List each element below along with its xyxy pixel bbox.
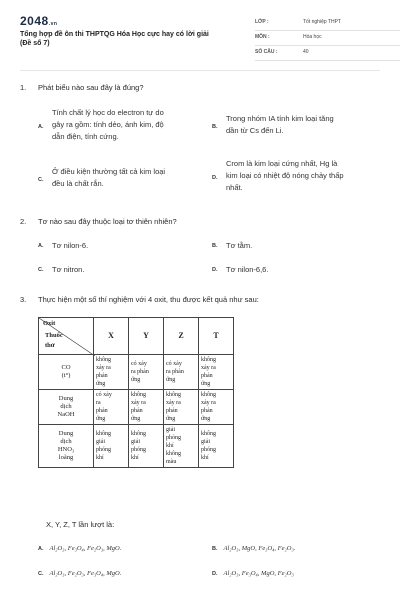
document-meta (255, 16, 400, 61)
option-label: C. (38, 177, 44, 183)
answer-a[interactable] (38, 545, 121, 552)
table-cell: có xảy ra phản ứng (129, 355, 164, 390)
row-header: Dung dịch NaOH (39, 390, 94, 425)
logo-text: 2048 (20, 14, 49, 28)
option-text: Al₂O₃, Fe₃O₄, Fe₂O₃, MgO. (49, 545, 122, 552)
option-text: Tính chất lý học do electron tự do gây ra gồm: tính dẻo, ánh kim, độ dẫn điện, tính cứng. (52, 108, 164, 141)
meta-row-subject (255, 31, 400, 46)
table-cell: không xảy ra phản ứng (94, 355, 129, 390)
option-label: D. (212, 571, 218, 577)
table-cell: giải phóng khí không màu (164, 425, 199, 468)
option-label: C. (38, 571, 44, 577)
meta-row-count (255, 46, 400, 61)
results-table (38, 317, 234, 468)
document-title: Tổng hợp đề ôn thi THPTQG Hóa Học cực hay có lời giải (Đề số 7) (20, 31, 209, 47)
option-label: B. (212, 546, 218, 552)
answer-d[interactable] (212, 570, 294, 577)
row-header: CO (t°) (39, 355, 94, 390)
meta-value: Tốt nghiệp THPT (303, 19, 341, 25)
meta-key: MÔN : (255, 34, 270, 40)
table-row (39, 390, 234, 425)
question-number: 1. (20, 83, 27, 92)
column-header: X (94, 318, 129, 355)
option-text: Tơ nitron. (52, 265, 85, 274)
option-label: A. (38, 124, 44, 130)
table-row (39, 355, 234, 390)
table-corner-cell (39, 318, 94, 355)
option-text: Tơ tằm. (226, 241, 253, 250)
option-label: D. (212, 267, 218, 273)
question-number: 2. (20, 217, 27, 226)
meta-key: SỐ CÂU : (255, 49, 278, 55)
meta-row-class (255, 16, 400, 31)
row-header: Dung dịch HNO₃ loãng (39, 425, 94, 468)
table-cell: không xảy ra phản ứng (199, 355, 234, 390)
answer-c[interactable] (38, 570, 121, 577)
column-header: Y (129, 318, 164, 355)
table-cell: không giải phóng khí (199, 425, 234, 468)
option-label: A. (38, 546, 44, 552)
option-text: Tơ nilon-6. (52, 241, 89, 250)
option-label: D. (212, 175, 218, 181)
answer-b[interactable] (212, 545, 295, 552)
option-text: Ở điều kiện thường tất cả kim loại đều là chất rắn. (52, 167, 166, 188)
meta-value: 40 (303, 49, 309, 55)
table-cell: không giải phóng khí (129, 425, 164, 468)
table-cell: không xảy ra phản ứng (199, 390, 234, 425)
table-header-row (39, 318, 234, 355)
option-label: B. (212, 243, 218, 249)
option-label: A. (38, 243, 44, 249)
site-logo[interactable] (20, 14, 57, 28)
corner-label-reagent-2: thử (45, 342, 55, 349)
option-text: Tơ nilon-6,6. (226, 265, 269, 274)
meta-key: LỚP : (255, 19, 269, 25)
table-cell: có xảy ra phản ứng (164, 355, 199, 390)
table-cell: không xảy ra phản ứng (129, 390, 164, 425)
option-text: Al₂O₃, Fe₃O₄, MgO, Fe₂O₃ (223, 570, 294, 577)
column-header: Z (164, 318, 199, 355)
question-text: Phát biểu nào sau đây là đúng? (38, 83, 144, 92)
option-text: Trong nhóm IA tính kim loại tăng dần từ Cs đến Li. (226, 114, 334, 135)
meta-value: Hóa học (303, 34, 322, 40)
option-text: Al₂O₃, Fe₂O₃, Fe₃O₄, MgO. (49, 570, 122, 577)
corner-label-reagent: Thuốc (45, 332, 63, 339)
header-divider (20, 70, 380, 71)
question-3-followup: X, Y, Z, T lần lượt là: (46, 520, 115, 529)
question-number: 3. (20, 295, 27, 304)
option-label: B. (212, 124, 218, 130)
question-text: Thực hiện một số thí nghiệm với 4 oxit, thu được kết quả như sau: (38, 295, 259, 304)
corner-label-oxide: Oxit (43, 320, 56, 327)
page-header (20, 14, 380, 66)
table-cell: không giải phóng khí (94, 425, 129, 468)
table-row (39, 425, 234, 468)
question-text: Tơ nào sau đây thuộc loại tơ thiên nhiên? (38, 217, 177, 226)
table-cell: có xảy ra phản ứng (94, 390, 129, 425)
logo-suffix: .vn (48, 21, 58, 27)
column-header: T (199, 318, 234, 355)
table-cell: không xảy ra phản ứng (164, 390, 199, 425)
option-text: Crom là kim loại cứng nhất, Hg là kim loại có nhiệt độ nóng chảy thấp nhất. (226, 159, 344, 192)
option-label: C. (38, 267, 44, 273)
option-text: Al₂O₃, MgO, Fe₃O₄, Fe₂O₃. (223, 545, 296, 552)
